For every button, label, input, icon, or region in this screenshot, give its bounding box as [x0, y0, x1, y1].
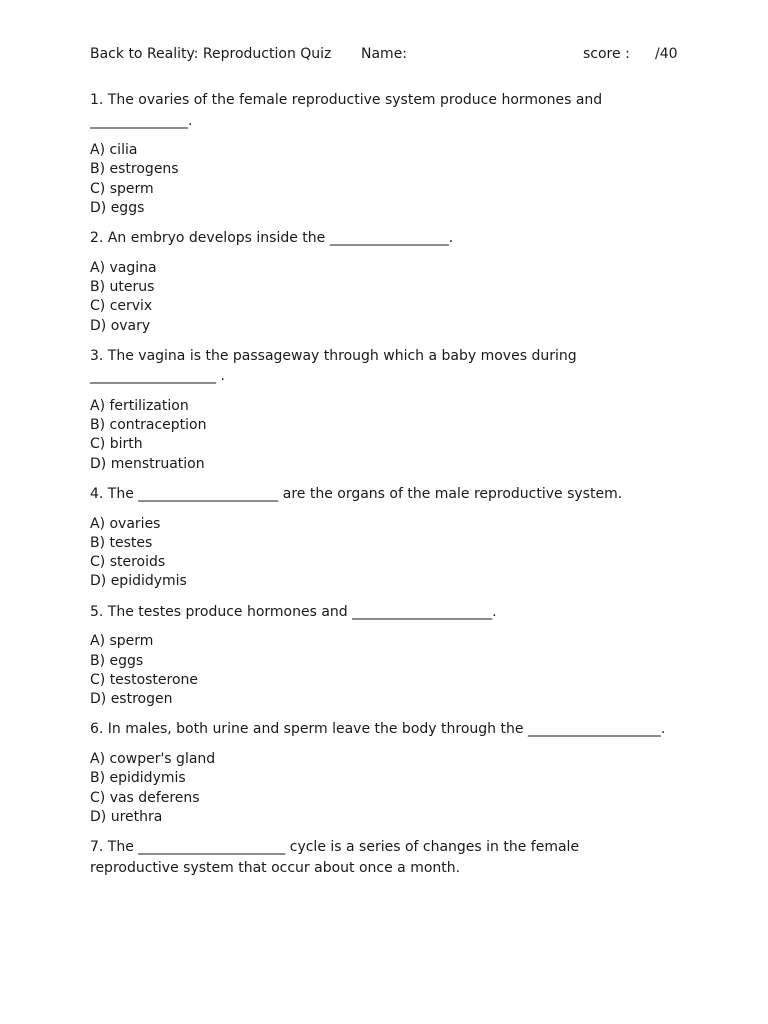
question-stem: 2. An embryo develops inside the _________________.	[90, 230, 454, 247]
name-label: Name:	[361, 46, 408, 62]
option-c: C) testosterone	[90, 671, 199, 688]
question-6	[90, 719, 690, 827]
question-stem: 3. The vagina is the passageway through which a baby moves during __________________ .	[90, 347, 577, 385]
quiz-title: Back to Reality: Reproduction Quiz	[90, 46, 332, 62]
option-list	[90, 259, 690, 336]
quiz-header	[90, 45, 690, 65]
question-stem: 1. The ovaries of the female reproductive system produce hormones and ______________.	[90, 92, 603, 129]
option-a: A) cilia	[90, 142, 138, 158]
question-stem: 6. In males, both urine and sperm leave the body through the ___________________.	[90, 721, 666, 738]
question-stem: 5. The testes produce hormones and ____________________.	[90, 603, 497, 620]
question-4	[90, 484, 690, 592]
question-5	[90, 602, 690, 710]
option-list	[90, 141, 690, 218]
option-a: A) cowper's gland	[90, 750, 216, 767]
option-c: C) vas deferens	[90, 789, 200, 806]
option-list	[90, 632, 690, 709]
question-1	[90, 90, 690, 218]
option-list	[90, 750, 690, 827]
option-list	[90, 397, 690, 474]
option-a: A) vagina	[90, 259, 157, 276]
question-2	[90, 228, 690, 336]
option-d: D) eggs	[90, 199, 145, 216]
option-b: B) epididymis	[90, 770, 186, 787]
option-d: D) ovary	[90, 317, 151, 334]
option-c: C) sperm	[90, 180, 154, 197]
option-b: B) eggs	[90, 652, 144, 669]
question-stem: 7. The _____________________ cycle is a series of changes in the female reproductive system that occur about once a month.	[90, 839, 580, 876]
option-a: A) fertilization	[90, 397, 189, 414]
option-list	[90, 515, 690, 592]
option-a: A) ovaries	[90, 515, 161, 532]
question-stem: 4. The ____________________ are the organs of the male reproductive system.	[90, 486, 623, 503]
score-total: /40	[655, 46, 678, 62]
question-list	[90, 90, 690, 888]
option-c: C) steroids	[90, 554, 166, 571]
option-b: B) contraception	[90, 417, 207, 434]
option-b: B) estrogens	[90, 161, 179, 178]
option-b: B) uterus	[90, 278, 155, 295]
option-c: C) cervix	[90, 298, 153, 315]
option-d: D) urethra	[90, 808, 163, 825]
option-d: D) epididymis	[90, 573, 187, 590]
option-a: A) sperm	[90, 633, 154, 650]
question-7	[90, 837, 690, 878]
question-3	[90, 346, 690, 474]
score-label: score :	[583, 46, 630, 62]
option-d: D) menstruation	[90, 455, 205, 472]
option-d: D) estrogen	[90, 691, 173, 708]
option-b: B) testes	[90, 534, 153, 551]
option-c: C) birth	[90, 436, 143, 453]
